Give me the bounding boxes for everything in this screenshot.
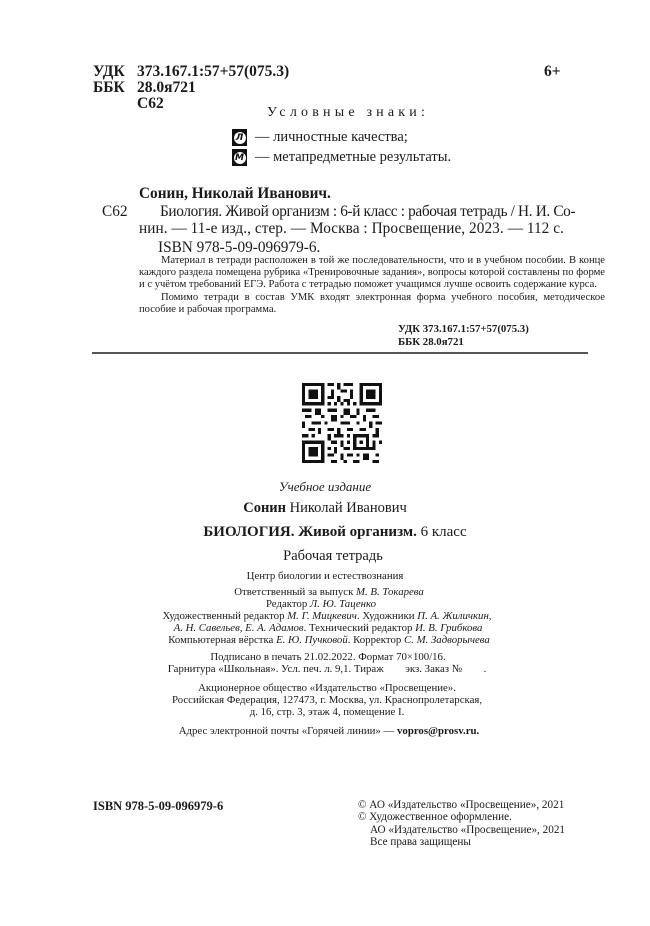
catalog-block: [93, 64, 289, 112]
title-grade: 6 класс: [420, 524, 467, 540]
age-rating: 6+: [544, 63, 561, 80]
legend-item-meta: [232, 149, 451, 166]
imprint-subtitle: Рабочая тетрадь: [283, 548, 383, 564]
imprint-author: [0, 500, 650, 517]
credit-responsible: Ответственный за выпуск М. В. Токарева: [234, 586, 424, 598]
signed-for-print: Подписано в печать 21.02.2022. Формат 70×100/16.: [210, 651, 446, 663]
title-bold: БИОЛОГИЯ. Живой организм.: [203, 524, 417, 540]
credit-art-editor-artists: Художественный редактор М. Г. Мицкевич. Художники П. А. Жиличкин,: [162, 610, 492, 622]
edition-type: Учебное издание: [278, 479, 372, 494]
bib-udk: УДК 373.167.1:57+57(075.3): [398, 323, 529, 335]
author-names: Николай Иванович: [289, 500, 407, 516]
credit-artists-tech-editor: А. Н. Савельев, Е. А. Адамов. Технический редактор И. В. Грибкова: [173, 622, 483, 634]
bib-isbn: ISBN 978-5-09-096979-6.: [158, 239, 321, 256]
editorial-center: Центр биологии и естествознания: [246, 570, 404, 582]
bbk-value: 28.0я721: [137, 79, 196, 96]
typeface-info: Гарнитура «Школьная». Усл. печ. л. 9,1. Тираж экз. Заказ № .: [167, 663, 487, 675]
bib-bbk: ББК 28.0я721: [398, 336, 464, 348]
bib-author-heading: Сонин, Николай Иванович.: [139, 185, 331, 202]
abstract-paragraph: Материал в тетради расположен в той же последовательности, что и в учебном пособии. В конце каждого раздела помещена рубрика «Тренировочные задания», вопросы которой составлены по форме и с учётом требований ЕГЭ. Работа с тетрадью поможет учащимся лучше освоить содержание курса.: [139, 255, 605, 291]
separator-rule: [92, 352, 588, 354]
bib-description-line1: Биология. Живой организм : 6-й класс : рабочая тетрадь / Н. И. Со-: [160, 203, 576, 220]
footer-isbn: ISBN 978-5-09-096979-6: [93, 799, 224, 813]
letter-l-badge-icon: Л: [232, 129, 247, 146]
copyright-line: АО «Издательство «Просвещение», 2021: [370, 823, 566, 836]
bib-description-line2: нин. — 11-е изд., стер. — Москва : Просвещение, 2023. — 112 с.: [139, 220, 564, 237]
udk-line: [93, 64, 289, 80]
letter-m-badge-icon: М: [232, 149, 247, 166]
qr-code-icon: [302, 383, 382, 463]
legend-item-text: — метапредметные результаты.: [255, 149, 452, 165]
udk-label: УДК: [93, 63, 125, 80]
hotline-email: Адрес электронной почты «Горячей линии» — vopros@prosv.ru.: [178, 725, 480, 737]
bib-abstract: [139, 255, 605, 316]
author-surname: Сонин: [243, 500, 287, 516]
bbk-line: [93, 80, 289, 96]
rights-reserved: Все права защищены: [370, 835, 471, 848]
hotline-email-link[interactable]: vopros@prosv.ru.: [397, 725, 480, 737]
imprint-title: [10, 524, 650, 541]
legend-title: Условные знаки:: [267, 105, 430, 120]
bib-mark: С62: [102, 203, 128, 220]
author-mark-line: [93, 96, 289, 112]
author-mark: С62: [137, 95, 164, 112]
copyright-block: [358, 799, 565, 848]
abstract-paragraph: Помимо тетради в состав УМК входят электронная форма учебного пособия, методическое пособие и рабочая программа.: [139, 291, 605, 315]
legend-item-personal: [232, 129, 408, 146]
credit-layout-proofreader: Компьютерная вёрстка Е. Ю. Пучковой. Корректор С. М. Задворычева: [168, 634, 490, 646]
publisher-name: Акционерное общество «Издательство «Просвещение».: [198, 682, 456, 694]
bbk-label: ББК: [93, 79, 125, 96]
udk-value: 373.167.1:57+57(075.3): [137, 63, 290, 80]
copyright-line: © Художественное оформление.: [358, 811, 512, 824]
copyright-line: © АО «Издательство «Просвещение», 2021: [358, 799, 565, 811]
publisher-address-1: Российская Федерация, 127473, г. Москва, ул. Краснопролетарская,: [171, 694, 483, 706]
credit-editor: Редактор Л. Ю. Таценко: [265, 598, 377, 610]
legend-item-text: — личностные качества;: [255, 129, 408, 145]
publisher-address-2: д. 16, стр. 3, этаж 4, помещение I.: [249, 706, 405, 718]
